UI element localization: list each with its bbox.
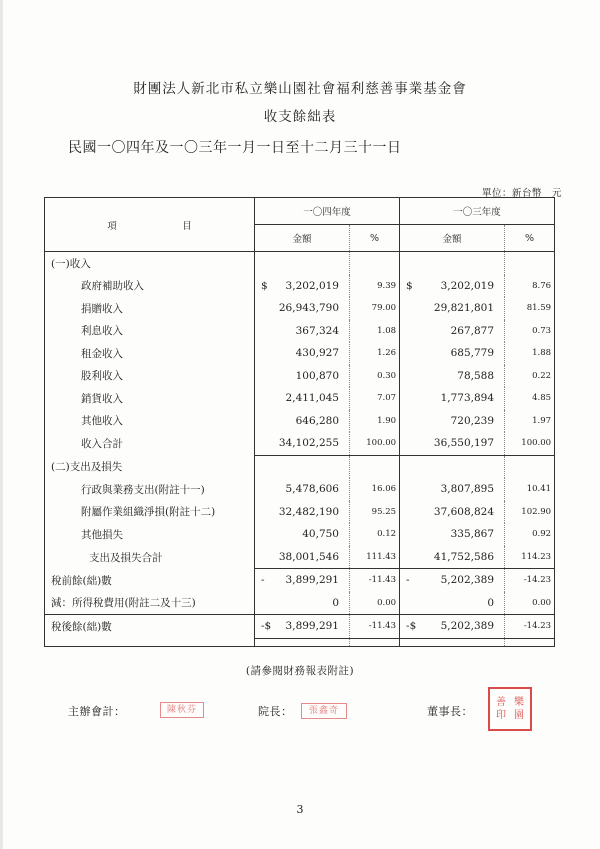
amount-103 (400, 342, 505, 365)
pct-103: 81.59 (505, 297, 555, 320)
spacer-cell (45, 638, 255, 647)
amount-value: 685,779 (450, 347, 495, 360)
amount-value: 34,102,255 (278, 437, 339, 450)
pct-103: 1.97 (505, 410, 555, 433)
pct-header-103: % (505, 225, 555, 252)
table-row (45, 410, 555, 433)
amount-value: 41,752,586 (433, 550, 495, 563)
pct-103: 1.88 (505, 342, 555, 365)
amount-value: 267,877 (450, 324, 495, 337)
amount-104 (255, 546, 350, 569)
currency-sign: - (261, 574, 265, 587)
table-row (45, 342, 555, 365)
pct-103 (505, 455, 555, 478)
amount-103 (400, 365, 505, 388)
row-label: 銷貨收入 (81, 392, 123, 405)
table-row (45, 501, 555, 524)
amount-value: 38,001,546 (278, 550, 339, 563)
pct-103: 0.00 (505, 592, 555, 615)
spacer-cell (505, 638, 555, 647)
currency-sign: -$ (261, 620, 272, 633)
pct-104: 7.07 (350, 387, 400, 410)
table-row (45, 320, 555, 343)
pct-104: 0.30 (350, 365, 400, 388)
row-label: 捐贈收入 (81, 302, 123, 315)
pct-104: 100.00 (350, 432, 400, 455)
document-title: 收支餘絀表 (263, 109, 337, 125)
amount-103 (400, 455, 505, 478)
table-row (45, 432, 555, 455)
amount-104 (255, 252, 350, 275)
income-statement-table (44, 197, 555, 647)
amount-value: 37,608,824 (433, 505, 495, 518)
pct-103: 0.22 (505, 365, 555, 388)
pct-103: -14.23 (505, 615, 555, 639)
pct-103: 100.00 (505, 432, 555, 455)
spacer-row (45, 638, 555, 647)
pct-104 (350, 455, 400, 478)
amount-103 (400, 592, 505, 615)
page-edge (0, 0, 3, 849)
amount-value: 3,202,019 (285, 279, 339, 292)
row-label: 其他收入 (81, 415, 123, 428)
pct-103: -14.23 (505, 569, 555, 592)
table-row (45, 365, 555, 388)
amount-value: 720,239 (450, 414, 495, 427)
row-label: 支出及損失合計 (89, 551, 163, 564)
pct-103: 0.73 (505, 320, 555, 343)
table-row (45, 592, 555, 615)
amount-103 (400, 320, 505, 343)
amount-104 (255, 592, 350, 615)
row-label: 租金收入 (81, 347, 123, 360)
amount-value: 430,927 (295, 347, 339, 360)
chairman-seal (488, 687, 532, 731)
amount-103 (400, 523, 505, 546)
amount-103 (400, 297, 505, 320)
table-row (45, 455, 555, 478)
table-row (45, 569, 555, 592)
pct-103: 4.85 (505, 387, 555, 410)
currency-unit: 單位：新台幣 元 (481, 188, 562, 199)
spacer-cell (350, 638, 400, 647)
row-label: 其他損失 (81, 528, 123, 541)
amount-104 (255, 342, 350, 365)
year-103-header: 一〇三年度 (400, 198, 555, 225)
pct-104: 1.08 (350, 320, 400, 343)
amount-103 (400, 252, 505, 275)
amount-header-104: 金額 (255, 225, 350, 252)
pct-104: 0.00 (350, 592, 400, 615)
chairman-seal-char: 善 (496, 697, 506, 708)
amount-104 (255, 615, 350, 639)
page-number: 3 (296, 803, 304, 816)
amount-value: 335,867 (450, 528, 495, 541)
pct-104: 95.25 (350, 501, 400, 524)
amount-value: 0 (332, 596, 339, 609)
amount-104 (255, 297, 350, 320)
amount-103 (400, 410, 505, 433)
row-label: 行政與業務支出(附註十一) (81, 483, 205, 496)
row-label: (二)支出及損失 (51, 461, 123, 473)
spacer-cell (255, 638, 350, 647)
director-label: 院長： (258, 705, 293, 718)
chairman-seal-char: 園 (514, 710, 524, 721)
table-row (45, 615, 555, 639)
pct-103: 102.90 (505, 501, 555, 524)
amount-103 (400, 501, 505, 524)
amount-103 (400, 432, 505, 455)
currency-sign: - (406, 574, 410, 587)
row-label: 收入合計 (81, 438, 123, 450)
row-label: (一)收入 (51, 257, 91, 270)
table-row (45, 387, 555, 410)
accountant-label: 主辦會計： (68, 705, 126, 718)
amount-value: 26,943,790 (278, 302, 339, 315)
row-label: 減：所得稅費用(附註二及十三) (51, 597, 196, 610)
item-column-header: 項 目 (45, 198, 255, 252)
amount-value: 5,202,389 (440, 620, 495, 633)
table-row (45, 275, 555, 298)
pct-104: 0.12 (350, 523, 400, 546)
pct-104: 16.06 (350, 478, 400, 501)
amount-103 (400, 615, 505, 639)
amount-value: 32,482,190 (278, 505, 339, 518)
amount-104 (255, 478, 350, 501)
pct-103 (505, 252, 555, 275)
amount-103 (400, 546, 505, 569)
table-row (45, 297, 555, 320)
organization-title: 財團法人新北市私立樂山園社會福利慈善事業基金會 (133, 81, 467, 97)
currency-sign: $ (261, 279, 268, 292)
chairman-label: 董事長： (427, 705, 473, 718)
amount-104 (255, 432, 350, 455)
amount-104 (255, 387, 350, 410)
period-title: 民國一〇四年及一〇三年一月一日至十二月三十一日 (68, 140, 402, 156)
table-row (45, 478, 555, 501)
pct-104: 9.39 (350, 275, 400, 298)
amount-header-103: 金額 (400, 225, 505, 252)
chairman-seal-char: 印 (496, 710, 506, 721)
notes-reference: (請參閱財務報表附註) (245, 665, 355, 677)
row-label: 政府補助收入 (81, 280, 144, 293)
pct-104: -11.43 (350, 569, 400, 592)
amount-value: 78,588 (457, 369, 495, 382)
amount-value: 3,899,291 (285, 574, 339, 587)
pct-104: -11.43 (350, 615, 400, 639)
amount-103 (400, 478, 505, 501)
amount-value: 3,807,895 (440, 483, 495, 496)
amount-value: 5,478,606 (285, 483, 339, 496)
amount-103 (400, 569, 505, 592)
pct-103: 10.41 (505, 478, 555, 501)
currency-sign: $ (406, 279, 413, 292)
row-label: 股利收入 (81, 370, 123, 383)
amount-value: 40,750 (302, 528, 339, 541)
currency-sign: -$ (406, 620, 417, 633)
chairman-seal-char: 樂 (514, 697, 524, 708)
amount-104 (255, 569, 350, 592)
amount-value: 0 (487, 596, 495, 609)
pct-header-104: % (350, 225, 400, 252)
amount-104 (255, 275, 350, 298)
amount-value: 5,202,389 (440, 574, 495, 587)
pct-104: 1.26 (350, 342, 400, 365)
amount-value: 3,899,291 (285, 620, 339, 633)
row-label: 稅後餘(絀)數 (45, 615, 255, 639)
table-row (45, 546, 555, 569)
table-row (45, 252, 555, 275)
pct-104: 1.90 (350, 410, 400, 433)
amount-104 (255, 410, 350, 433)
amount-value: 367,324 (295, 324, 339, 337)
amount-104 (255, 501, 350, 524)
amount-104 (255, 523, 350, 546)
amount-value: 100,870 (295, 369, 339, 382)
pct-104: 79.00 (350, 297, 400, 320)
amount-104 (255, 320, 350, 343)
row-label: 附屬作業組織淨損(附註十二) (81, 506, 216, 519)
amount-104 (255, 455, 350, 478)
amount-103 (400, 275, 505, 298)
amount-103 (400, 387, 505, 410)
table-row (45, 523, 555, 546)
director-seal: 張鑫奇 (301, 703, 347, 719)
row-label: 利息收入 (81, 325, 123, 338)
accountant-seal: 陳秋芬 (160, 702, 204, 718)
amount-value: 646,280 (295, 414, 339, 427)
amount-value: 2,411,045 (285, 392, 339, 405)
amount-value: 29,821,801 (433, 302, 495, 315)
pct-103: 8.76 (505, 275, 555, 298)
year-104-header: 一〇四年度 (255, 198, 400, 225)
amount-value: 3,202,019 (440, 279, 495, 292)
amount-104 (255, 365, 350, 388)
pct-104 (350, 252, 400, 275)
pct-103: 0.92 (505, 523, 555, 546)
spacer-cell (400, 638, 505, 647)
amount-value: 36,550,197 (433, 437, 495, 450)
pct-103: 114.23 (505, 546, 555, 569)
pct-104: 111.43 (350, 546, 400, 569)
row-label: 稅前餘(絀)數 (51, 574, 112, 587)
amount-value: 1,773,894 (440, 392, 495, 405)
